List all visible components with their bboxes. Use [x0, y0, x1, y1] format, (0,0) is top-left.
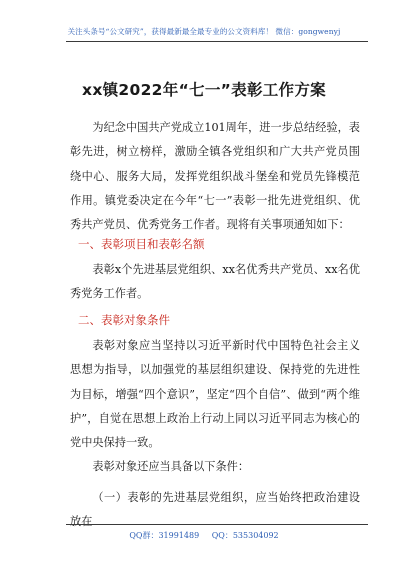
header-promo-note: 关注头条号“公文研究”，获得最新最全最专业的公文资料库！ 微信：gongwenyj — [67, 27, 341, 36]
footer-divider — [66, 524, 368, 525]
footer-contact — [0, 530, 408, 541]
section-heading-1: 一、表彰项目和表彰名额 — [78, 237, 205, 251]
conditions-intro: 表彰对象还应当具备以下条件： — [92, 460, 250, 473]
section-heading-2: 二、表彰对象条件 — [78, 313, 170, 327]
section1-paragraph: 表彰x个先进基层党组织、xx名优秀共产党员、xx名优秀党务工作者。 — [70, 263, 360, 301]
section2-paragraph: 表彰对象应当坚持以习近平新时代中国特色社会主义思想为指导，以加强党的基层组织建设、保持党的先进性为目标，增强“四个意识”，坚定“四个自信”、做到“两个维护”，自觉在思想上政治上行动上同以习近平同志为核心的党中央保持一致。 — [70, 339, 360, 450]
header-divider — [66, 41, 368, 42]
condition-1: （一）表彰的先进基层党组织，应当始终把政治建设放在 — [70, 491, 360, 529]
footer-qq: QQ：535304092 — [211, 531, 279, 540]
intro-paragraph: 为纪念中国共产党成立101周年，进一步总结经验，表彰先进，树立榜样，激励全镇各党组织和广大共产党员围绕中心、服务大局，发挥党组织战斗堡垒和党员先锋模范作用。镇党委决定在今年“七一”表彰一批先进党组织、优秀共产党员、优秀党务工作者。现将有关事项通知如下： — [70, 121, 360, 232]
footer-qq-group: QQ群：31991489 — [129, 531, 200, 540]
document-title: xx镇2022年“七一”表彰工作方案 — [82, 81, 326, 99]
